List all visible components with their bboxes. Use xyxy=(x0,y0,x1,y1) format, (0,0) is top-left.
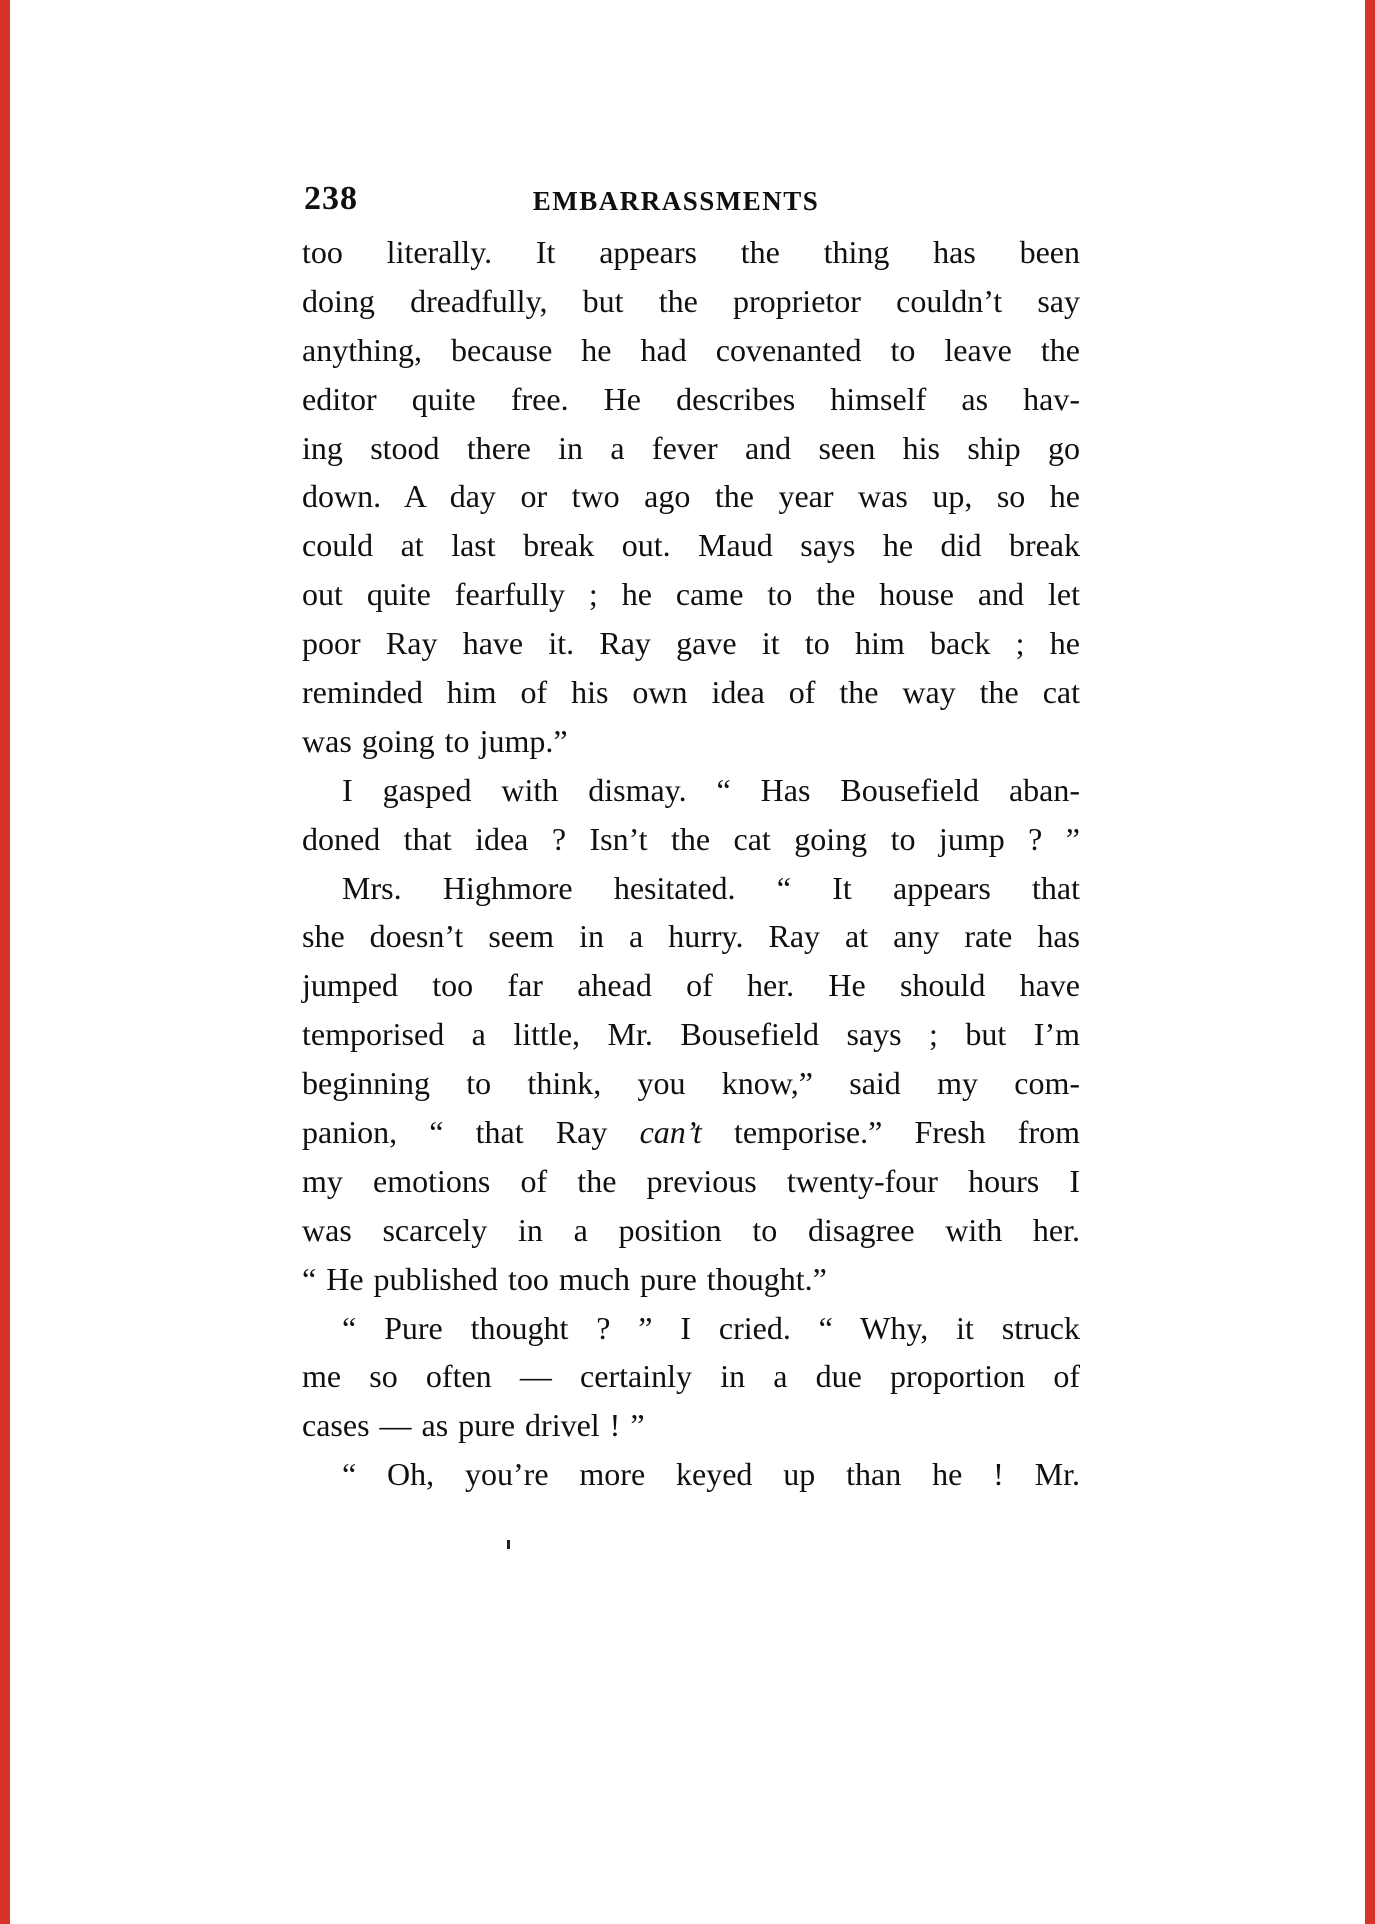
body-line xyxy=(302,228,1080,277)
body-line xyxy=(302,521,1080,570)
body-line xyxy=(302,1450,1080,1499)
text-segment: too literally. It appears the thing has been xyxy=(302,234,1080,270)
text-segment: doned that idea ? Isn’t the cat going to jump ? ” xyxy=(302,820,1080,857)
body-line xyxy=(302,277,1080,326)
book-edge-right xyxy=(1365,0,1375,1924)
italic-text: can’t xyxy=(639,1114,702,1151)
text-segment: ing stood there in a fever and seen his ship go xyxy=(302,429,1080,466)
body-line xyxy=(302,424,1080,473)
body-line xyxy=(302,1108,1080,1157)
body-line xyxy=(302,619,1080,668)
text-segment: out quite fearfully ; he came to the house and let xyxy=(302,576,1080,613)
body-line xyxy=(302,472,1080,521)
text-segment: my emotions of the previous twenty-four hours I xyxy=(302,1162,1080,1199)
body-line xyxy=(302,766,1080,815)
body-line xyxy=(302,1010,1080,1059)
text-segment: anything, because he had covenanted to leave the xyxy=(302,331,1080,368)
body-line xyxy=(302,375,1080,424)
book-edge-left xyxy=(0,0,10,1924)
text-segment: panion, “ that Ray xyxy=(302,1114,640,1151)
text-segment: “ Oh, you’re more keyed up than he ! Mr. xyxy=(342,1456,1080,1493)
text-segment: temporised a little, Mr. Bousefield says ; but I’m xyxy=(302,1016,1080,1053)
page-number: 238 xyxy=(304,180,358,217)
text-segment: editor quite free. He describes himself as hav- xyxy=(302,380,1080,417)
text-segment: was scarcely in a position to disagree with her. xyxy=(302,1211,1080,1248)
text-segment: reminded him of his own idea of the way the cat xyxy=(302,674,1080,711)
text-segment: me so often — certainly in a due proportion of xyxy=(302,1358,1080,1395)
text-segment: “ Pure thought ? ” I cried. “ Why, it struck xyxy=(342,1309,1080,1346)
body-line xyxy=(302,1352,1080,1401)
body-line xyxy=(302,570,1080,619)
body-line xyxy=(302,912,1080,961)
text-segment: was going to jump.” xyxy=(302,722,568,759)
body-line xyxy=(302,1157,1080,1206)
body-line xyxy=(302,1255,1080,1304)
text-segment: poor Ray have it. Ray gave it to him back ; he xyxy=(302,625,1080,662)
body-line xyxy=(302,815,1080,864)
body-line xyxy=(302,1401,1080,1450)
text-segment: jumped too far ahead of her. He should have xyxy=(302,967,1080,1004)
text-segment: could at last break out. Maud says he did break xyxy=(302,527,1080,564)
body-line xyxy=(302,1206,1080,1255)
ink-speck xyxy=(507,1540,510,1549)
body-line xyxy=(302,717,1080,766)
text-segment: down. A day or two ago the year was up, so he xyxy=(302,478,1080,515)
body-line xyxy=(302,668,1080,717)
text-segment: “ He published too much pure thought.” xyxy=(302,1260,827,1297)
text-segment: temporise.” Fresh from xyxy=(701,1114,1081,1151)
page-header xyxy=(302,180,1080,220)
text-segment: beginning to think, you know,” said my com- xyxy=(302,1065,1080,1102)
text-segment: I gasped with dismay. “ Has Bousefield aban- xyxy=(342,771,1080,808)
body-line xyxy=(302,1059,1080,1108)
running-title: EMBARRASSMENTS xyxy=(532,186,820,216)
body-line xyxy=(302,961,1080,1010)
body-line xyxy=(302,326,1080,375)
body-text xyxy=(302,228,1080,1499)
text-segment: cases — as pure drivel ! ” xyxy=(302,1407,645,1444)
text-segment: doing dreadfully, but the proprietor couldn’t say xyxy=(302,282,1080,319)
text-segment: Mrs. Highmore hesitated. “ It appears that xyxy=(342,869,1080,906)
text-segment: she doesn’t seem in a hurry. Ray at any rate has xyxy=(302,918,1080,955)
body-line xyxy=(302,1304,1080,1353)
body-line xyxy=(302,864,1080,913)
